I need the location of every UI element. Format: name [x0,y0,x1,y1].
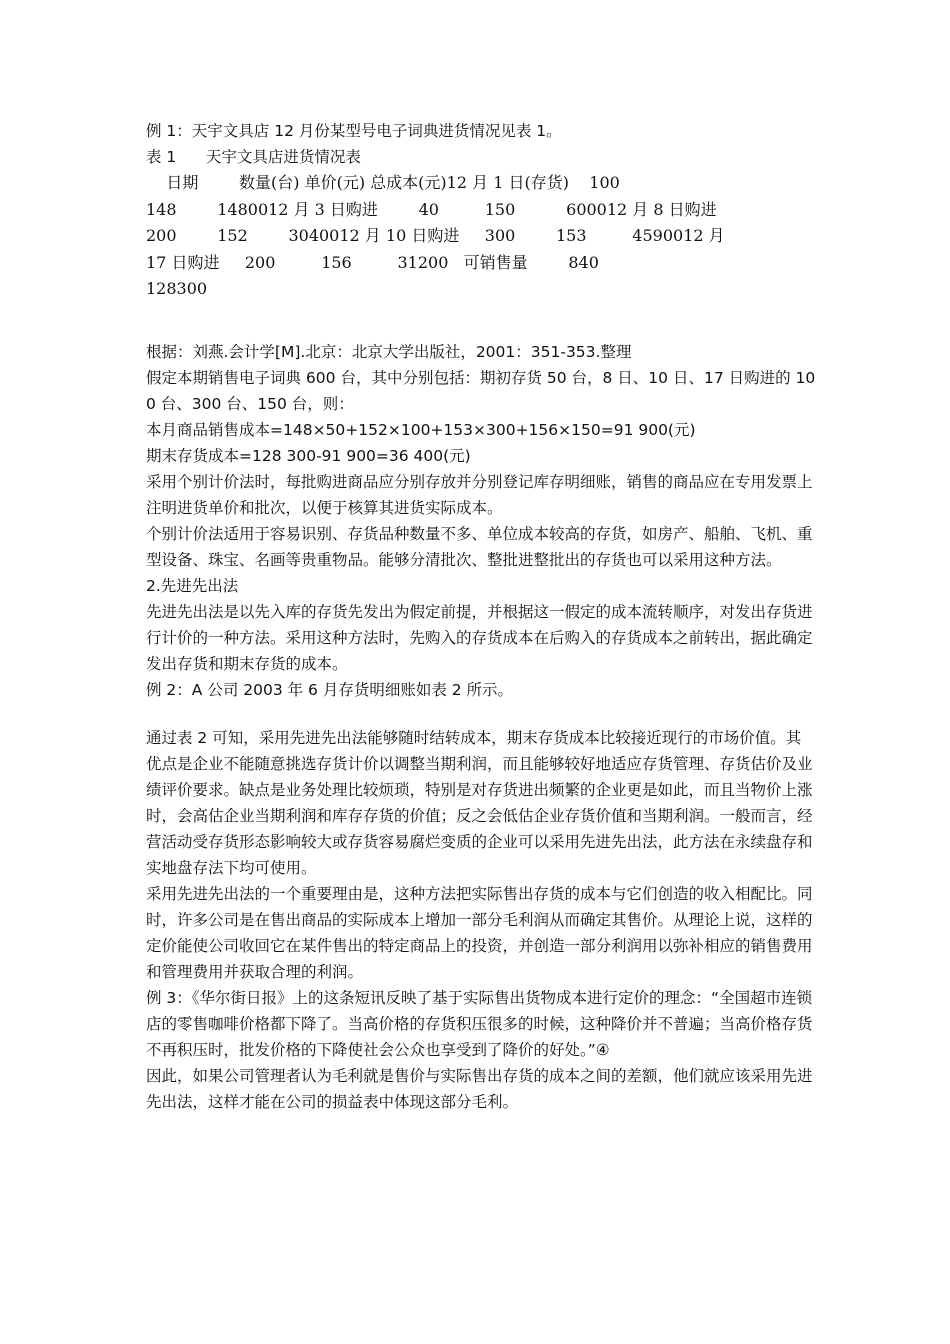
table-1-line: 128300 [146,279,208,298]
paragraph-individual-method-1: 采用个别计价法时，每批购进商品应分别存放并分别登记库存明细账，销售的商品应在专用发票上注明进货单价和批次，以便于核算其进货实际成本。 [146,472,813,517]
paragraph-assumption: 假定本期销售电子词典 600 台，其中分别包括：期初存货 50 台，8 日、10 日、17 日购进的 100 台、300 台、150 台，则： [146,368,816,413]
table-1-caption: 表 1 天宇文具店进货情况表 [146,148,361,166]
table-1-line: 日期 数量(台) 单价(元) 总成本(元)12 月 1 日(存货) 100 [146,173,620,192]
section-heading-fifo: 2.先进先出法 [146,576,239,595]
example-2-intro: 例 2：A 公司 2003 年 6 月存货明细账如表 2 所示。 [146,680,514,699]
table-1 [146,170,816,303]
paragraph-conclusion: 因此，如果公司管理者认为毛利就是售价与实际售出存货的成本之间的差额，他们就应该采用先进先出法，这样才能在公司的损益表中体现这部分毛利。 [146,1066,813,1111]
paragraph-individual-method-2: 个别计价法适用于容易识别、存货品种数量不多、单位成本较高的存货，如房产、船舶、飞机、重型设备、珠宝、名画等贵重物品。能够分清批次、整批进整批出的存货也可以采用这种方法。 [146,524,813,569]
table-1-line: 148 1480012 月 3 日购进 40 150 600012 月 8 日购进 [146,199,717,219]
example-3: 例 3：《华尔街日报》上的这条短讯反映了基于实际售出货物成本进行定价的理念：“全国超市连锁店的零售咖啡价格都下降了。当高价格的存货积压很多的时候，这种降价并不普遍；当高价格存货不再积压时，批发价格的下降使社会公众也享受到了降价的好处。”④ [146,988,813,1059]
paragraph-fifo-definition: 先进先出法是以先入库的存货先发出为假定前提，并根据这一假定的成本流转顺序，对发出存货进行计价的一种方法。采用这种方法时，先购入的存货成本在后购入的存货成本之前转出，据此确定发出存货和期末存货的成本。 [146,602,813,673]
formula-ending-inventory: 期末存货成本=128 300-91 900=36 400(元) [146,446,471,465]
document-page [146,118,816,1115]
formula-sales-cost: 本月商品销售成本=148×50+152×100+153×300+156×150=91 900(元) [146,420,696,439]
example-1-intro: 例 1：天宇文具店 12 月份某型号电子词典进货情况见表 1。 [146,122,562,140]
paragraph-table-2-analysis: 通过表 2 可知，采用先进先出法能够随时结转成本，期末存货成本比较接近现行的市场价值。其优点是企业不能随意挑选存货计价以调整当期利润，而且能够较好地适应存货管理、存货估价及业绩评价要求。缺点是业务处理比较烦琐，特别是对存货进出频繁的企业更是如此，而且当物价上涨时，会高估企业当期利润和库存存货的价值；反之会低估企业存货价值和当期利润。一般而言，经营活动受存货形态影响较大或存货容易腐烂变质的企业可以采用先进先出法，此方法在永续盘存和实地盘存法下均可使用。 [146,728,813,877]
table-1-line: 200 152 3040012 月 10 日购进 300 153 4590012 月 [146,226,725,245]
paragraph-fifo-reason: 采用先进先出法的一个重要理由是，这种方法把实际售出存货的成本与它们创造的收入相配比。同时，许多公司是在售出商品的实际成本上增加一部分毛利润从而确定其售价。从理论上说，这样的定价能使公司收回它在某件售出的特定商品上的投资，并创造一部分利润用以弥补相应的销售费用和管理费用并获取合理的利润。 [146,884,813,981]
table-1-line: 17 日购进 200 156 31200 可销售量 840 [146,252,599,272]
source-note: 根据：刘燕.会计学[M].北京：北京大学出版社，2001：351-353.整理 [146,342,632,361]
